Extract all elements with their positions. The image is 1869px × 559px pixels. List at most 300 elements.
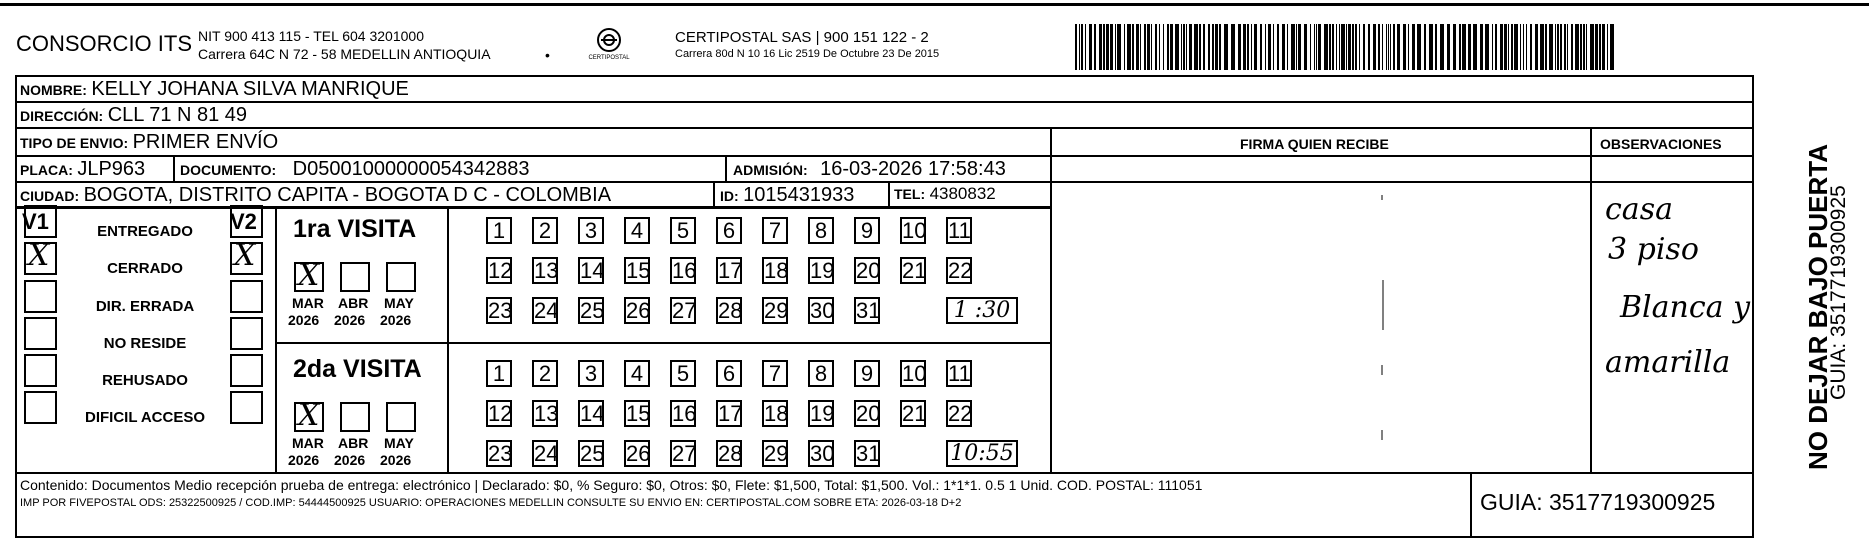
year-label: 2026 bbox=[380, 312, 412, 328]
barcode-bar bbox=[1085, 24, 1086, 70]
barcode-bar bbox=[1329, 24, 1331, 70]
year-label: 2026 bbox=[288, 312, 320, 328]
visit1-title: 1ra VISITA bbox=[293, 215, 417, 243]
barcode-bar bbox=[1520, 24, 1521, 70]
barcode-bar bbox=[1203, 24, 1205, 70]
barcode-bar bbox=[1571, 24, 1573, 70]
barcode-bar bbox=[1273, 24, 1274, 70]
status-label: ENTREGADO bbox=[97, 223, 193, 240]
barcode-bar bbox=[1348, 24, 1351, 70]
barcode-bar bbox=[1155, 24, 1157, 70]
status-label: CERRADO bbox=[107, 260, 183, 277]
day-box[interactable]: 22 bbox=[948, 401, 973, 426]
barcode-bar bbox=[1194, 24, 1198, 70]
barcode-bar bbox=[1189, 24, 1192, 70]
rule bbox=[725, 155, 727, 181]
barcode-bar bbox=[1291, 24, 1295, 70]
id-label: ID: bbox=[720, 188, 739, 204]
barcode-bar bbox=[1175, 24, 1179, 70]
documento-value: D05001000000054342883 bbox=[292, 158, 530, 180]
barcode-bar bbox=[1268, 24, 1271, 70]
rule bbox=[1050, 155, 1590, 157]
barcode-bar bbox=[1440, 24, 1444, 70]
barcode-bar bbox=[1382, 24, 1383, 70]
day-box[interactable]: 11 bbox=[948, 218, 971, 243]
rule bbox=[15, 75, 1754, 77]
barcode-bar bbox=[1459, 24, 1461, 70]
day-box[interactable]: 10 bbox=[902, 218, 927, 243]
v1-checkbox[interactable] bbox=[24, 391, 57, 424]
rule bbox=[275, 207, 277, 473]
barcode-bar bbox=[1549, 24, 1553, 70]
footer-imp: IMP POR FIVEPOSTAL ODS: 25322500925 / COD.IMP: 54444500925 USUARIO: OPERACIONES MEDELLIN CONSULTE SU ENVIO EN: CERTIPOSTAL.COM SOBRE ETA: 2026-03-18 D+2 bbox=[20, 497, 962, 509]
status-label: NO RESIDE bbox=[103, 335, 187, 352]
status-label: DIR. ERRADA bbox=[95, 298, 195, 315]
company-address: Carrera 64C N 72 - 58 MEDELLIN ANTIOQUIA bbox=[198, 46, 491, 62]
barcode-bar bbox=[1089, 24, 1092, 70]
month-mark: X bbox=[298, 398, 320, 433]
barcode-bar bbox=[1140, 24, 1141, 70]
rule bbox=[15, 127, 1754, 129]
day-box[interactable]: 15 bbox=[626, 258, 651, 283]
barcode-bar bbox=[1523, 24, 1524, 70]
observaciones-label: OBSERVACIONES bbox=[1600, 136, 1722, 152]
barcode-bar bbox=[1386, 24, 1387, 70]
day-box[interactable]: 17 bbox=[718, 401, 743, 426]
day-box[interactable]: 2 bbox=[532, 360, 558, 387]
barcode-bar bbox=[1602, 24, 1605, 70]
barcode-bar bbox=[1557, 24, 1559, 70]
signature-area bbox=[1380, 190, 1384, 450]
barcode-bar bbox=[1144, 24, 1146, 70]
v1-checkbox[interactable] bbox=[24, 354, 57, 387]
barcode-bar bbox=[1341, 24, 1345, 70]
day-box[interactable]: 6 bbox=[716, 217, 742, 244]
barcode-bar bbox=[1181, 24, 1182, 70]
barcode-bar bbox=[1485, 24, 1489, 70]
v1-checkbox[interactable] bbox=[24, 280, 57, 313]
barcode-bar bbox=[1310, 24, 1311, 70]
direccion-value: CLL 71 N 81 49 bbox=[107, 104, 248, 126]
status-label: DIFICIL ACCESO bbox=[84, 409, 205, 426]
rule bbox=[447, 207, 449, 473]
day-box[interactable]: 4 bbox=[624, 360, 650, 387]
day-box[interactable]: 24 bbox=[534, 298, 559, 323]
barcode-bar bbox=[1599, 24, 1601, 70]
v2-cerrado-mark: X bbox=[234, 238, 256, 273]
barcode-bar bbox=[1224, 24, 1228, 70]
barcode-bar bbox=[1435, 24, 1437, 70]
barcode-bar bbox=[1560, 24, 1562, 70]
rule bbox=[1470, 472, 1472, 538]
barcode-bar bbox=[1212, 24, 1214, 70]
day-box[interactable]: 1 bbox=[486, 360, 512, 387]
barcode-bar bbox=[1151, 24, 1152, 70]
year-label: 2026 bbox=[334, 312, 366, 328]
barcode-bar bbox=[1167, 24, 1169, 70]
barcode-bar bbox=[1363, 24, 1365, 70]
guia-vertical: GUIA: 3517719300925 bbox=[1827, 185, 1850, 400]
frame-left bbox=[15, 75, 17, 473]
barcode-bar bbox=[1504, 24, 1507, 70]
day-box[interactable]: 12 bbox=[488, 401, 513, 426]
barcode-bar bbox=[1115, 24, 1116, 70]
day-box[interactable]: 8 bbox=[808, 360, 834, 387]
barcode-bar bbox=[1260, 24, 1262, 70]
v2-header: V2 bbox=[230, 209, 257, 234]
barcode-bar bbox=[1393, 24, 1395, 70]
barcode-bar bbox=[1575, 24, 1579, 70]
logo-text: CERTIPOSTAL bbox=[588, 55, 630, 61]
barcode-bar bbox=[1511, 24, 1513, 70]
day-box[interactable]: 8 bbox=[808, 217, 834, 244]
day-box[interactable]: 17 bbox=[718, 258, 743, 283]
barcode-bar bbox=[1555, 24, 1556, 70]
month-checkbox[interactable] bbox=[340, 262, 370, 292]
barcode-bar bbox=[1287, 24, 1288, 70]
tel-value: 4380832 bbox=[929, 184, 996, 203]
barcode-bar bbox=[1373, 24, 1376, 70]
nombre-label: NOMBRE: bbox=[20, 82, 87, 98]
barcode-bar bbox=[1316, 24, 1317, 70]
barcode-bar bbox=[1282, 24, 1285, 70]
barcode-bar bbox=[1251, 24, 1252, 70]
month-checkbox[interactable] bbox=[386, 262, 416, 292]
company-name: CONSORCIO ITS bbox=[16, 31, 193, 56]
barcode bbox=[1075, 24, 1615, 70]
day-box[interactable]: 14 bbox=[580, 401, 605, 426]
rule bbox=[275, 342, 1052, 344]
barcode-bar bbox=[1339, 24, 1340, 70]
barcode-bar bbox=[1607, 24, 1608, 70]
barcode-bar bbox=[1447, 24, 1450, 70]
day-box[interactable]: 13 bbox=[534, 258, 559, 283]
month-label: MAY bbox=[384, 435, 414, 451]
status-label: REHUSADO bbox=[102, 372, 188, 389]
day-box[interactable]: 28 bbox=[718, 298, 743, 323]
observacion-note: 3 piso bbox=[1608, 232, 1699, 267]
day-box[interactable]: 14 bbox=[580, 258, 605, 283]
barcode-bar bbox=[1480, 24, 1483, 70]
observacion-note: amarilla bbox=[1605, 345, 1731, 380]
barcode-bar bbox=[1099, 24, 1102, 70]
month-checkbox[interactable] bbox=[340, 402, 370, 432]
barcode-bar bbox=[1094, 24, 1096, 70]
day-box[interactable]: 23 bbox=[488, 298, 513, 323]
day-box[interactable]: 27 bbox=[672, 298, 697, 323]
barcode-bar bbox=[1219, 24, 1221, 70]
direccion-label: DIRECCIÓN: bbox=[20, 108, 104, 124]
nombre-row bbox=[20, 78, 409, 101]
barcode-bar bbox=[1110, 24, 1113, 70]
barcode-bar bbox=[1238, 24, 1241, 70]
barcode-bar bbox=[1081, 24, 1083, 70]
barcode-bar bbox=[1586, 24, 1587, 70]
barcode-bar bbox=[1296, 24, 1297, 70]
barcode-bar bbox=[1595, 24, 1598, 70]
barcode-bar bbox=[1318, 24, 1321, 70]
barcode-bar bbox=[1540, 24, 1544, 70]
barcode-bar bbox=[1417, 24, 1421, 70]
time-box[interactable]: 10:55 bbox=[946, 440, 1018, 467]
barcode-bar bbox=[1106, 24, 1109, 70]
barcode-bar bbox=[1429, 24, 1433, 70]
nombre-value: KELLY JOHANA SILVA MANRIQUE bbox=[91, 78, 409, 100]
separator-dot: • bbox=[545, 47, 550, 63]
barcode-bar bbox=[1103, 24, 1105, 70]
tipo-row bbox=[20, 131, 278, 154]
barcode-bar bbox=[1580, 24, 1582, 70]
tel-label: TEL: bbox=[894, 186, 926, 202]
barcode-bar bbox=[1314, 24, 1315, 70]
barcode-bar bbox=[1247, 24, 1249, 70]
day-box[interactable]: 13 bbox=[534, 401, 559, 426]
barcode-bar bbox=[1231, 24, 1235, 70]
barcode-bar bbox=[1254, 24, 1257, 70]
day-box[interactable]: 18 bbox=[764, 401, 789, 426]
observacion-note: Blanca y bbox=[1620, 290, 1751, 325]
barcode-bar bbox=[1526, 24, 1527, 70]
footer-contenido: Contenido: Documentos Medio recepción prueba de entrega: electrónico | Declarado: $0, % Seguro: $0, Otros: $0, Flete: $1,500, Total: $1,500. Vol.: 1*1*1. 0.5 1 Unid. COD. POSTAL: 111051 bbox=[20, 477, 1203, 493]
day-box[interactable]: 20 bbox=[856, 401, 881, 426]
frame-right bbox=[1752, 75, 1754, 537]
barcode-bar bbox=[1359, 24, 1360, 70]
barcode-bar bbox=[1332, 24, 1334, 70]
rule bbox=[15, 472, 17, 538]
barcode-bar bbox=[1132, 24, 1134, 70]
day-box[interactable]: 3 bbox=[578, 360, 604, 387]
visit2-title: 2da VISITA bbox=[293, 355, 422, 383]
barcode-bar bbox=[1346, 24, 1347, 70]
day-box[interactable]: 31 bbox=[856, 441, 881, 466]
barcode-bar bbox=[1159, 24, 1160, 70]
day-box[interactable]: 7 bbox=[762, 217, 788, 244]
id-row bbox=[720, 184, 854, 207]
v2-checkbox[interactable] bbox=[230, 354, 263, 387]
barcode-bar bbox=[1265, 24, 1266, 70]
v2-checkbox[interactable] bbox=[230, 280, 263, 313]
tel-row bbox=[894, 184, 996, 204]
month-label: ABR bbox=[338, 435, 369, 451]
v1-cerrado-mark: X bbox=[28, 238, 50, 273]
day-box[interactable]: 30 bbox=[810, 441, 835, 466]
day-box[interactable]: 22 bbox=[948, 258, 973, 283]
barcode-bar bbox=[1567, 24, 1568, 70]
id-value: 1015431933 bbox=[743, 184, 855, 206]
year-label: 2026 bbox=[288, 452, 320, 468]
v1-checkbox[interactable] bbox=[24, 205, 57, 238]
day-box[interactable]: 10 bbox=[902, 361, 927, 386]
rule bbox=[1050, 127, 1052, 473]
rule bbox=[15, 207, 1050, 209]
day-box[interactable]: 27 bbox=[672, 441, 697, 466]
month-label: MAR bbox=[292, 295, 324, 311]
v2-checkbox[interactable] bbox=[230, 317, 263, 350]
day-box[interactable]: 4 bbox=[624, 217, 650, 244]
day-box[interactable]: 11 bbox=[948, 361, 971, 386]
day-box[interactable]: 30 bbox=[810, 298, 835, 323]
barcode-bar bbox=[1388, 24, 1389, 70]
barcode-bar bbox=[1545, 24, 1547, 70]
firma-label: FIRMA QUIEN RECIBE bbox=[1240, 136, 1389, 152]
day-box[interactable]: 2 bbox=[532, 217, 558, 244]
observacion-note: casa bbox=[1605, 192, 1673, 227]
day-box[interactable]: 25 bbox=[580, 298, 605, 323]
day-box[interactable]: 3 bbox=[578, 217, 604, 244]
barcode-bar bbox=[1492, 24, 1493, 70]
direccion-row bbox=[20, 104, 247, 127]
barcode-bar bbox=[1468, 24, 1471, 70]
rule bbox=[15, 536, 1754, 538]
certipostal-logo bbox=[585, 26, 633, 64]
barcode-bar bbox=[1124, 24, 1125, 70]
v2-checkbox[interactable] bbox=[230, 391, 263, 424]
certipostal-nit: CERTIPOSTAL SAS | 900 151 122 - 2 bbox=[675, 29, 929, 46]
barcode-bar bbox=[1610, 24, 1614, 70]
barcode-bar bbox=[1208, 24, 1210, 70]
barcode-bar bbox=[1243, 24, 1246, 70]
footer-guia: GUIA: 3517719300925 bbox=[1480, 489, 1716, 515]
barcode-bar bbox=[1199, 24, 1201, 70]
day-box[interactable]: 16 bbox=[672, 401, 697, 426]
admision-label: ADMISIÓN: bbox=[733, 162, 808, 178]
barcode-bar bbox=[1147, 24, 1150, 70]
barcode-bar bbox=[1186, 24, 1187, 70]
admision-value: 16-03-2026 17:58:43 bbox=[820, 158, 1006, 180]
barcode-bar bbox=[1378, 24, 1380, 70]
day-box[interactable]: 21 bbox=[902, 401, 927, 426]
day-box[interactable]: 19 bbox=[810, 258, 835, 283]
top-edge bbox=[0, 3, 1869, 6]
no-dejar-bajo-puerta: NO DEJAR BAJO PUERTA bbox=[1803, 143, 1833, 470]
barcode-bar bbox=[1336, 24, 1337, 70]
barcode-bar bbox=[1408, 24, 1409, 70]
day-box[interactable]: 9 bbox=[854, 217, 880, 244]
barcode-bar bbox=[1136, 24, 1139, 70]
day-box[interactable]: 9 bbox=[854, 360, 880, 387]
day-box[interactable]: 7 bbox=[762, 360, 788, 387]
day-box[interactable]: 28 bbox=[718, 441, 743, 466]
barcode-bar bbox=[1355, 24, 1357, 70]
barcode-bar bbox=[1215, 24, 1218, 70]
placa-value: JLP963 bbox=[77, 158, 146, 180]
year-label: 2026 bbox=[380, 452, 412, 468]
v2-checkbox[interactable] bbox=[230, 205, 263, 238]
barcode-bar bbox=[1117, 24, 1121, 70]
ciudad-row bbox=[20, 184, 611, 207]
admision-row bbox=[733, 158, 1006, 181]
day-box[interactable]: 26 bbox=[626, 441, 651, 466]
barcode-bar bbox=[1390, 24, 1391, 70]
barcode-bar bbox=[1352, 24, 1354, 70]
ciudad-value: BOGOTA, DISTRITO CAPITA - BOGOTA D C - COLOMBIA bbox=[83, 184, 612, 206]
day-box[interactable]: 16 bbox=[672, 258, 697, 283]
month-checkbox[interactable] bbox=[386, 402, 416, 432]
barcode-bar bbox=[1079, 24, 1080, 70]
certipostal-address: Carrera 80d N 10 16 Lic 2519 De Octubre 23 De 2015 bbox=[675, 48, 940, 60]
placa-row bbox=[20, 158, 145, 181]
day-box[interactable]: 29 bbox=[764, 298, 789, 323]
day-box[interactable]: 18 bbox=[764, 258, 789, 283]
day-box[interactable]: 5 bbox=[670, 360, 696, 387]
day-box[interactable]: 24 bbox=[534, 441, 559, 466]
barcode-bar bbox=[1170, 24, 1173, 70]
barcode-bar bbox=[1075, 24, 1077, 70]
barcode-bar bbox=[1277, 24, 1279, 70]
day-box[interactable]: 21 bbox=[902, 258, 927, 283]
day-box[interactable]: 25 bbox=[580, 441, 605, 466]
barcode-bar bbox=[1127, 24, 1131, 70]
company-nit: NIT 900 413 115 - TEL 604 3201000 bbox=[198, 28, 424, 44]
barcode-bar bbox=[1453, 24, 1456, 70]
day-box[interactable]: 19 bbox=[810, 401, 835, 426]
month-label: ABR bbox=[338, 295, 369, 311]
rule bbox=[15, 101, 1754, 103]
tipo-value: PRIMER ENVÍO bbox=[132, 131, 279, 153]
barcode-bar bbox=[1535, 24, 1538, 70]
barcode-bar bbox=[1564, 24, 1566, 70]
barcode-bar bbox=[1412, 24, 1415, 70]
barcode-bar bbox=[1298, 24, 1301, 70]
documento-label: DOCUMENTO: bbox=[180, 162, 277, 178]
year-label: 2026 bbox=[334, 452, 366, 468]
barcode-bar bbox=[1368, 24, 1370, 70]
barcode-bar bbox=[1508, 24, 1509, 70]
rule bbox=[1590, 127, 1592, 473]
rule bbox=[173, 155, 175, 181]
day-box[interactable]: 20 bbox=[856, 258, 881, 283]
barcode-bar bbox=[1324, 24, 1328, 70]
month-label: MAR bbox=[292, 435, 324, 451]
barcode-bar bbox=[1183, 24, 1185, 70]
rule bbox=[888, 181, 890, 207]
day-box[interactable]: 31 bbox=[856, 298, 881, 323]
time-box[interactable]: 1 :30 bbox=[946, 297, 1018, 324]
month-mark: X bbox=[298, 258, 320, 293]
v1-header: V1 bbox=[22, 209, 49, 234]
day-box[interactable]: 1 bbox=[486, 217, 512, 244]
rule bbox=[713, 181, 715, 207]
barcode-bar bbox=[1403, 24, 1406, 70]
day-box[interactable]: 29 bbox=[764, 441, 789, 466]
month-label: MAY bbox=[384, 295, 414, 311]
v1-checkbox[interactable] bbox=[24, 317, 57, 350]
day-box[interactable]: 15 bbox=[626, 401, 651, 426]
barcode-bar bbox=[1304, 24, 1307, 70]
barcode-bar bbox=[1462, 24, 1466, 70]
day-box[interactable]: 12 bbox=[488, 258, 513, 283]
day-box[interactable]: 6 bbox=[716, 360, 742, 387]
barcode-bar bbox=[1583, 24, 1585, 70]
day-box[interactable]: 23 bbox=[488, 441, 513, 466]
barcode-bar bbox=[1473, 24, 1477, 70]
barcode-bar bbox=[1495, 24, 1497, 70]
rule bbox=[15, 181, 1050, 183]
barcode-bar bbox=[1163, 24, 1164, 70]
barcode-bar bbox=[1500, 24, 1503, 70]
barcode-bar bbox=[1514, 24, 1518, 70]
placa-label: PLACA: bbox=[20, 162, 73, 178]
barcode-bar bbox=[1424, 24, 1426, 70]
day-box[interactable]: 26 bbox=[626, 298, 651, 323]
day-box[interactable]: 5 bbox=[670, 217, 696, 244]
ciudad-label: CIUDAD: bbox=[20, 188, 80, 204]
tipo-label: TIPO DE ENVIO: bbox=[20, 135, 129, 151]
barcode-bar bbox=[1397, 24, 1400, 70]
documento-row bbox=[180, 158, 530, 181]
barcode-bar bbox=[1590, 24, 1594, 70]
barcode-bar bbox=[1530, 24, 1532, 70]
